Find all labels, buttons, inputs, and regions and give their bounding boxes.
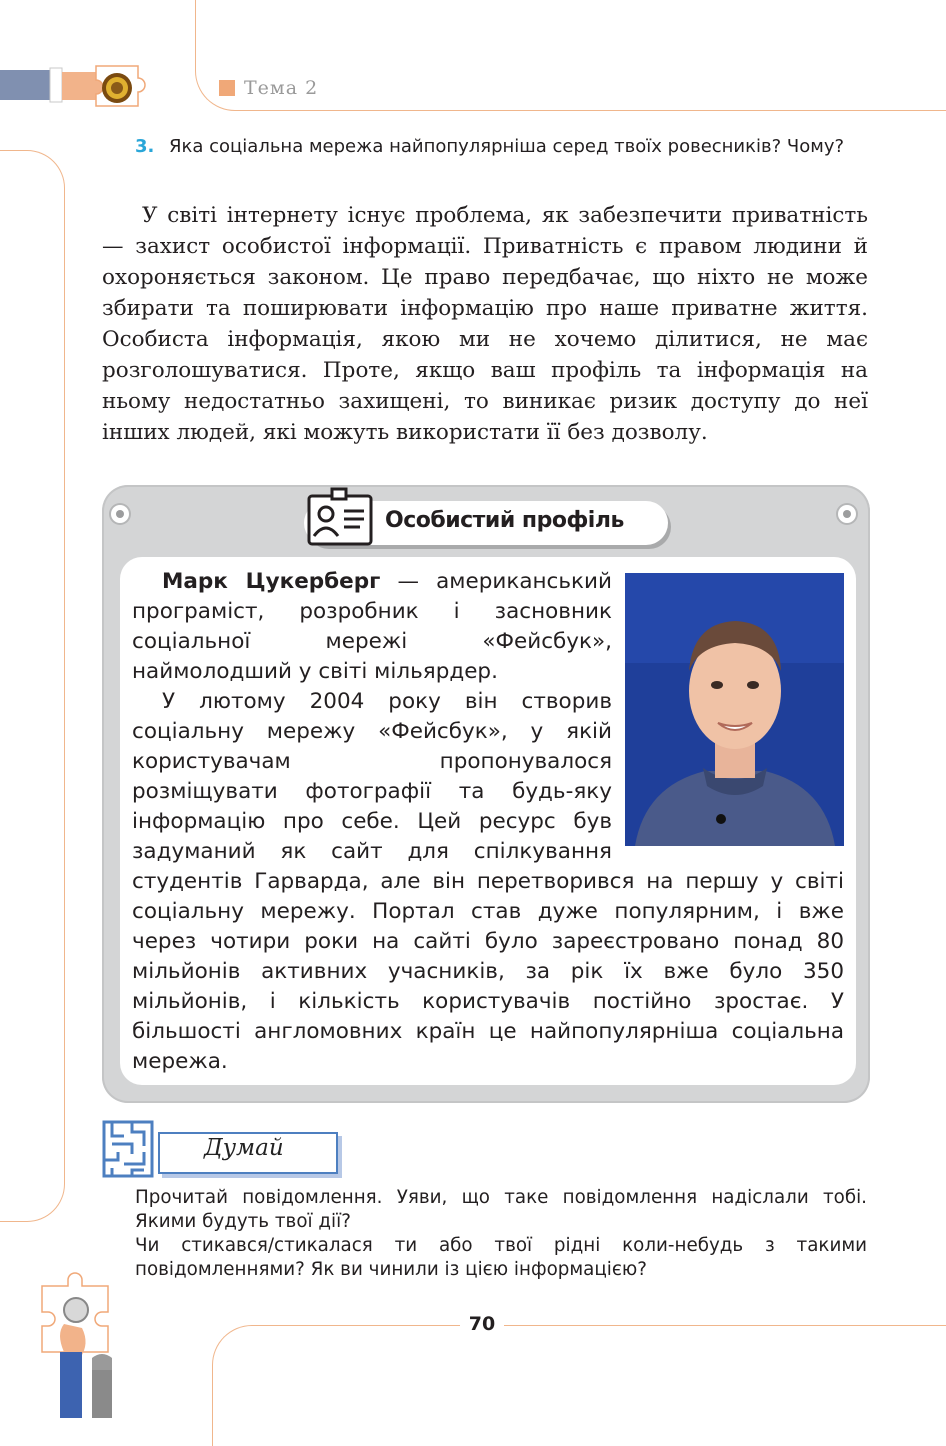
page-frame-bottom bbox=[212, 1325, 946, 1446]
bio-paragraph-2: У лютому 2004 року він створив соціальну мережу «Фейсбук», у якій користувачам пропонувалося розміщувати фотографії та будь-яку інформацію про себе. Цей ресурс був задуманий як сайт для спілкування студентів Гарварда, але він перетворився на першу у світі соціальну мережу. Портал став дуже популярним, і вже через чотири роки на сайті було зареєстровано понад 80 мільйонів активних учасників, за рік їх вже було 350 мільйонів, і кількість користувачів постійно зростає. У більшості англомовних країн це найпопулярніша соціальна мережа. bbox=[132, 689, 844, 1074]
page-frame-left bbox=[0, 150, 65, 1222]
think-line-2: Чи стикався/стикалася ти або твої рідні коли-небудь з такими повідомленнями? Як ви чинили із цією інформацією? bbox=[135, 1235, 867, 1280]
theme-marker-icon bbox=[219, 80, 235, 96]
intro-paragraph: У світі інтернету існує проблема, як забезпечити приватність — захист особистої інформації. Приватність є правом людини й охороняється законом. Це право передбачає, що ніхто не може збирати та поширювати інформацію про наше приватне життя. Особиста інформація, якою ми не хочемо ділитися, не має розголошуватися. Проте, якщо ваш профіль та інформація на ньому недостатньо захищені, то виникає ризик доступу до неї інших людей, які можуть використати її без дозволу. bbox=[102, 203, 868, 445]
think-line-1: Прочитай повідомлення. Уяви, що таке повідомлення надіслали тобі. Якими будуть твої дії? bbox=[135, 1187, 867, 1232]
page-number: 70 bbox=[460, 1313, 504, 1335]
hands-puzzle-icon bbox=[30, 1268, 130, 1418]
maze-icon bbox=[102, 1120, 154, 1178]
profile-title: Особистий профіль bbox=[385, 508, 624, 533]
think-label: Думай bbox=[204, 1135, 284, 1161]
think-body bbox=[135, 1186, 867, 1282]
person-name: Марк Цукерберг bbox=[162, 569, 381, 594]
theme-label: Тема 2 bbox=[244, 77, 319, 99]
id-card-icon bbox=[306, 486, 376, 548]
question-3 bbox=[135, 135, 867, 159]
question-text: Яка соціальна мережа найпопулярніша серед твоїх ровесників? Чому? bbox=[169, 136, 845, 157]
question-number: 3. bbox=[135, 136, 155, 157]
bio-first-text: — американський програміст, розробник і засновник соціальної мережі «Фейсбук», наймолодший у світі мільярдер. bbox=[132, 569, 612, 684]
rivet-icon bbox=[111, 505, 129, 523]
hand-puzzle-icon bbox=[0, 60, 160, 116]
photo-spacer bbox=[612, 567, 844, 851]
profile-bio bbox=[132, 567, 844, 1077]
rivet-icon bbox=[838, 505, 856, 523]
theme-header bbox=[219, 77, 318, 99]
